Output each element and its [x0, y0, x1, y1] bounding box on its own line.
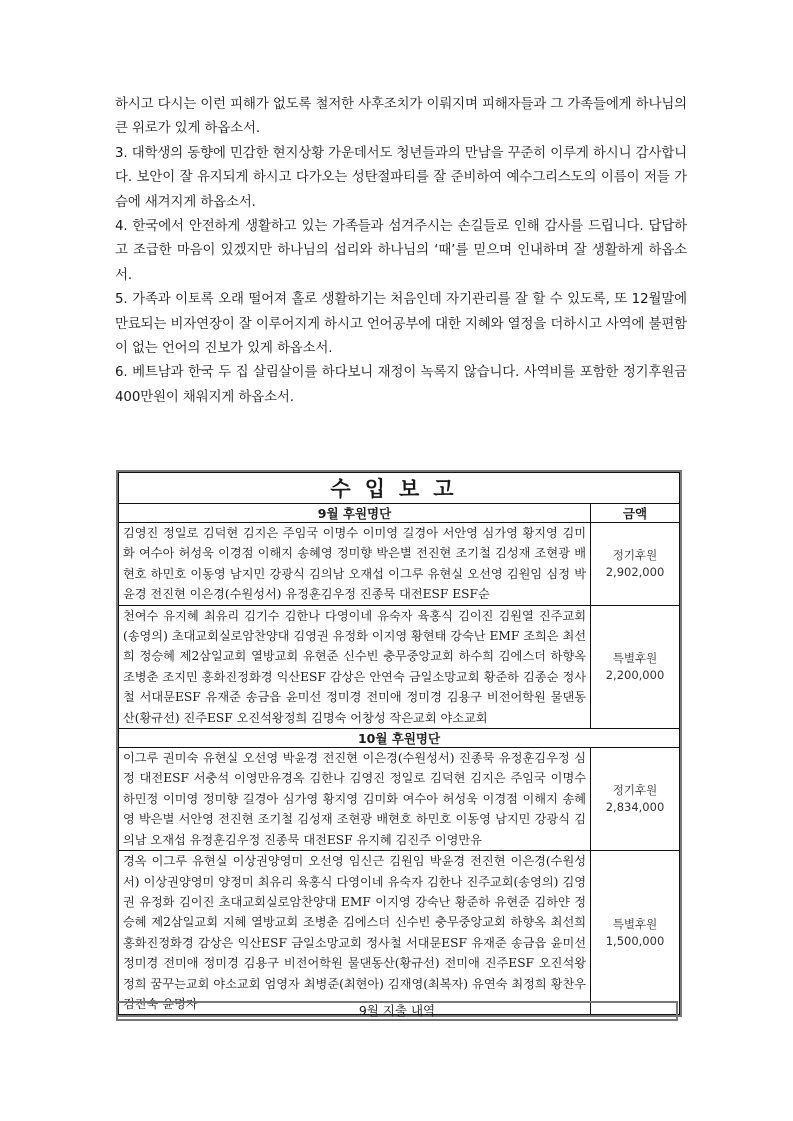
- amount-column-header: 금액: [591, 504, 680, 523]
- special-support-amount: 1,500,000: [605, 933, 665, 948]
- september-donor-list-header: 9월 후원명단: [119, 504, 591, 523]
- regular-support-amount: 2,834,000: [605, 800, 665, 815]
- october-regular-amount-cell: [591, 748, 680, 851]
- prayer-item-5: 5. 가족과 이토록 오래 떨어져 홀로 생활하기는 처음인데 자기관리를 잘 할 수 있도록, 또 12월말에 만료되는 비자연장이 잘 이루어지게 하시고 언어공부에 대한 지혜와 열정을 더하시고 사역에 불편함이 없는 언어의 진보가 있게 하옵소서.: [115, 292, 687, 357]
- income-report-title: 수입보고: [119, 473, 680, 504]
- prayer-item-6: 6. 베트남과 한국 두 집 살림살이를 하다보니 재정이 녹록지 않습니다. 사역비를 포함한 정기후원금 400만원이 채워지게 하옵소서.: [115, 365, 687, 405]
- september-regular-donors: 김영진 정일로 김덕현 김지은 주임국 이명수 이미영 길경아 서안영 심가영 황지영 김미화 여수아 허성욱 이경점 이해지 송혜영 정미향 박은별 전진현 조기철 김성재 조현광 배현호 하민호 이동영 남지민 강광식 김의남 오재섭 이그루 유현실 오선영 김원임 심정 박윤경 전진현 이은경(수원성서) 유정훈김우정 진종묵 대전ESF ESF순: [119, 523, 591, 606]
- october-special-donors: 경옥 이그루 유현실 이상권양영미 오선영 임신근 김원임 박윤경 전진현 이은경(수원성서) 이상권양영미 양정미 최유리 육홍식 다영이네 유숙자 김한나 진주교회(송영의) 김영권 유정화 김이진 초대교회실로암찬양대 EMF 이지영 강숙난 황준하 유현준 김하얀 정승혜 제2삼일교회 지혜 열방교회 조병춘 김에스더 신수빈 충무중앙교회 하향옥 최선희 홍화진정화경 감상은 익산ESF 금일소망교회 정사철 서대문ESF 유재준 송금읍 윤미선 정미경 전미애 정미경 김용구 비전어학원 물댄동산(황규선) 전미애 진주ESF 오진석왕정희 꿈꾸는교회 야소교회 엄영자 최병준(최현아) 김재영(최복자) 유연숙 최정희 황찬우 김진숙 윤명자: [119, 851, 591, 1015]
- regular-support-label: 정기후원: [612, 547, 658, 562]
- special-support-label: 특별후원: [612, 650, 658, 665]
- prayer-item-3: 3. 대학생의 동향에 민감한 현지상황 가운데서도 청년들과의 만남을 꾸준히 이루게 하시니 감사합니다. 보안이 잘 유지되게 하시고 다가오는 성탄절파티를 잘 준비하여 예수그리스도의 이름이 저들 가슴에 새겨지게 하옵소서.: [115, 145, 687, 210]
- september-special-donors: 천여수 유지혜 최유리 김기수 김한나 다영이네 유숙자 육홍식 김이진 김원열 진주교회(송영의) 초대교회실로암찬양대 김영권 유정화 이지영 황현태 강숙난 EMF 조희은 최선희 정승혜 제2삼일교회 열방교회 유현준 신수빈 충무중앙교회 하수희 김에스더 하향옥 조병춘 조지민 홍화진정화경 익산ESF 감상은 안연숙 금일소망교회 황준하 김종순 정사철 서대문ESF 유재준 송금읍 윤미선 정미경 전미애 정미경 김용구 비전어학원 물댄동산(황규선) 진주ESF 오진석왕정희 김명숙 어창성 작은교회 야소교회: [119, 605, 591, 728]
- october-special-amount-cell: [591, 851, 680, 1015]
- regular-support-amount: 2,902,000: [605, 564, 665, 579]
- september-regular-amount-cell: [591, 523, 680, 606]
- special-support-label: 특별후원: [612, 916, 658, 931]
- october-regular-donors: 이그루 권미숙 유현실 오선영 박윤경 전진현 이은경(수원성서) 진종묵 유정훈김우정 심정 대전ESF 서충석 이영만유경옥 김한나 김영진 정일로 김덕현 김지은 주임국 이명수 하민정 이미영 정미향 길경아 심가영 황지영 김미화 여수아 허성욱 이경점 이해지 송혜영 박은별 서안영 전진현 조기철 김성재 조현광 배현호 하민호 이동영 남지민 강광식 김의남 오재섭 유정훈김우정 진종묵 대전ESF 유지혜 김진주 이영만유: [119, 748, 591, 851]
- special-support-amount: 2,200,000: [605, 667, 665, 682]
- september-expense-header: 9월 지출 내역: [116, 1001, 678, 1021]
- income-report-table: [116, 470, 682, 1017]
- prayer-requests: [115, 93, 687, 410]
- october-donor-list-header: 10월 후원명단: [119, 729, 680, 748]
- prayer-item-4: 4. 한국에서 안전하게 생활하고 있는 가족들과 섬겨주시는 손길들로 인해 감사를 드립니다. 답답하고 조급한 마음이 있겠지만 하나님의 섭리와 하나님의 ‘때’를 믿으며 인내하며 잘 생활하게 하옵소서.: [115, 219, 687, 283]
- september-special-amount-cell: [591, 605, 680, 728]
- regular-support-label: 정기후원: [612, 783, 658, 798]
- prayer-paragraph-2-cont: 하시고 다시는 이런 피해가 없도록 철저한 사후조치가 이뤄지며 피해자들과 그 가족들에게 하나님의 큰 위로가 있게 하옵소서.: [115, 97, 687, 137]
